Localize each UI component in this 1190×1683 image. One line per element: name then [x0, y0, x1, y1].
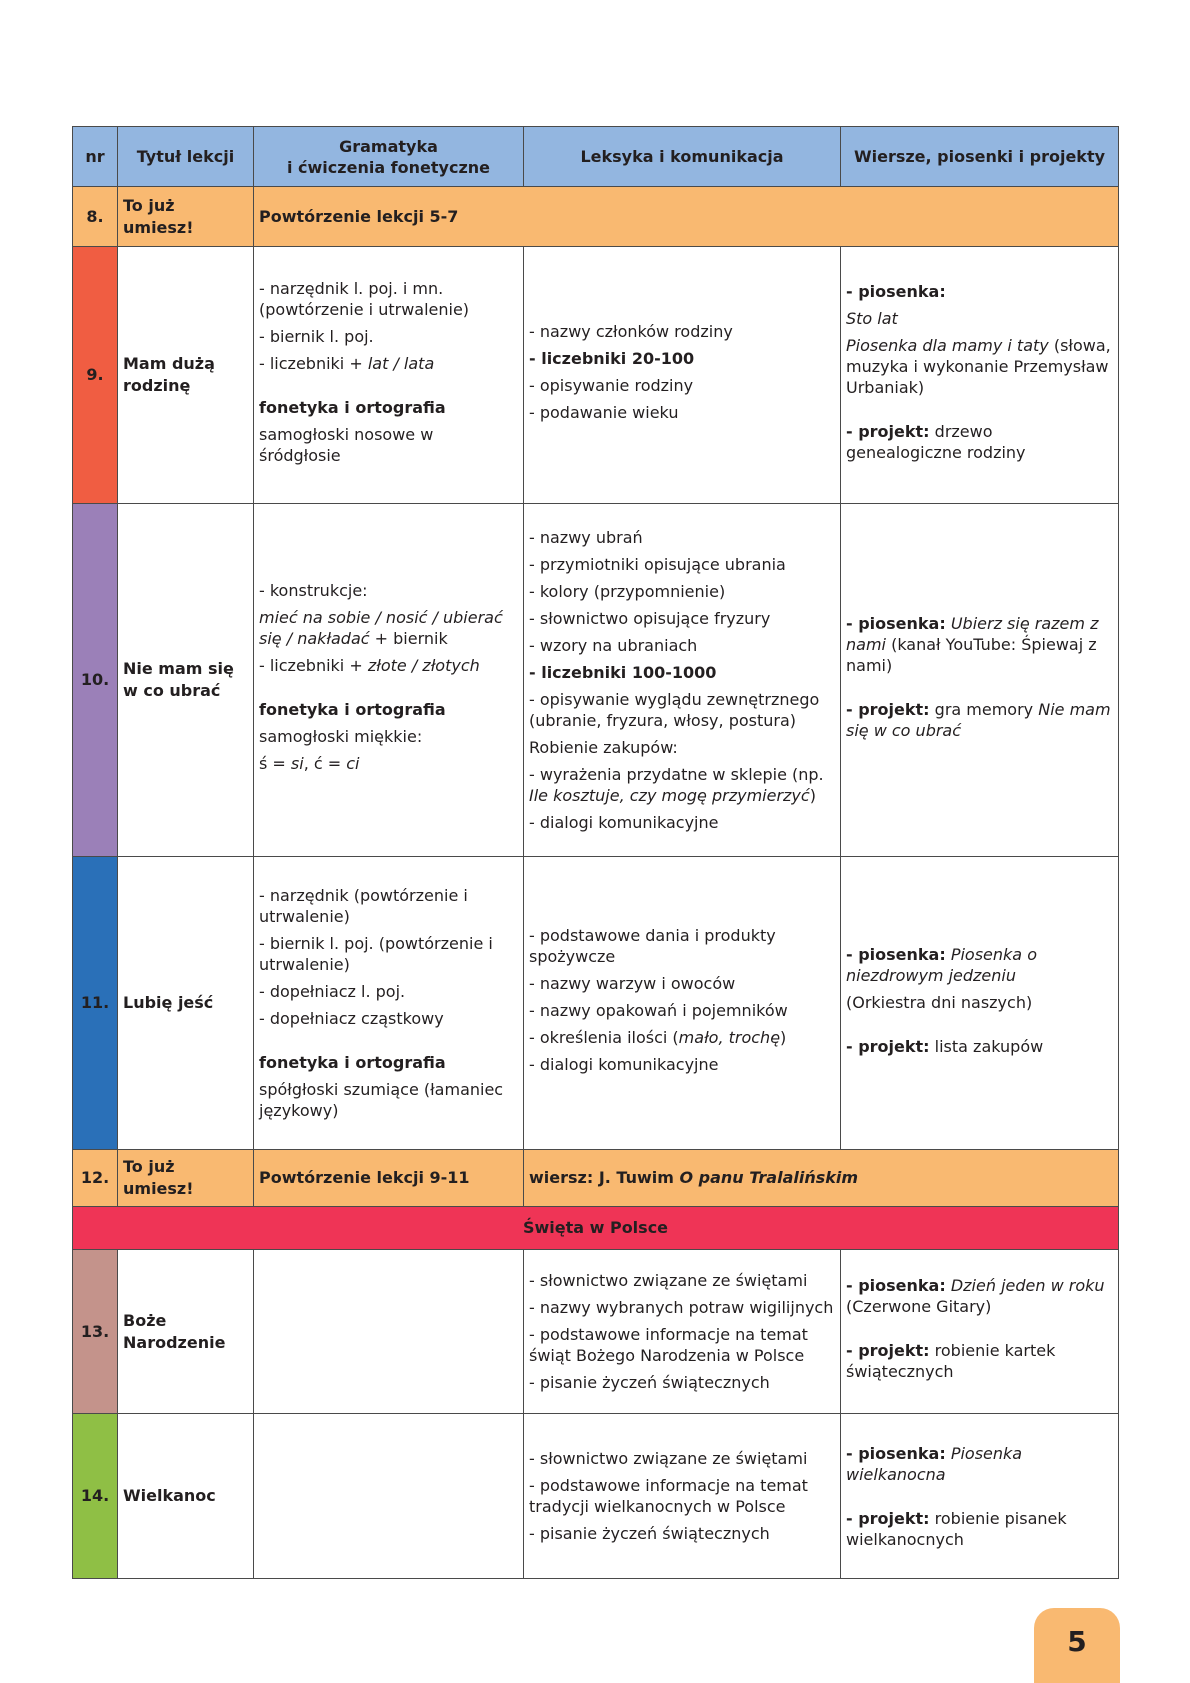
row-number: 14. [73, 1414, 118, 1579]
row-number: 12. [73, 1150, 118, 1207]
grammar-cell [254, 1250, 524, 1414]
row-number: 8. [73, 187, 118, 247]
songs-cell: - piosenka: Ubierz się razem z nami (kanał YouTube: Śpiewaj z nami) - projekt: gra memory Nie mam się w co ubrać [841, 504, 1119, 857]
lexis-cell: - nazwy ubrań - przymiotniki opisujące ubrania - kolory (przypomnienie) - słownictwo opisujące fryzury - wzory na ubraniach - liczebniki 100-1000 - opisywanie wyglądu zewnętrznego (ubranie, fryzura, włosy, postura) Robienie zakupów: - wyrażenia przydatne w sklepie (np. Ile kosztuje, czy mogę przymierzyć) - dialogi komunikacyjne [524, 504, 841, 857]
row-number: 13. [73, 1250, 118, 1414]
row-number: 11. [73, 857, 118, 1150]
header-songs: Wiersze, piosenki i projekty [841, 127, 1119, 187]
table-row-8 [73, 187, 1119, 247]
table-row-11 [73, 857, 1119, 1150]
lesson-title: To już umiesz! [118, 187, 254, 247]
header-lexis: Leksyka i komunikacja [524, 127, 841, 187]
page-number: 5 [1034, 1608, 1120, 1683]
header-nr: nr [73, 127, 118, 187]
lexis-cell: - słownictwo związane ze świętami - podstawowe informacje na temat tradycji wielkanocnych w Polsce - pisanie życzeń świątecznych [524, 1414, 841, 1579]
table-row-9 [73, 247, 1119, 504]
grammar-cell: - narzędnik l. poj. i mn. (powtórzenie i utrwalenie) - biernik l. poj. - liczebniki + lat / lata fonetyka i ortografia samogłoski nosowe w śródgłosie [254, 247, 524, 504]
songs-cell: - piosenka: Sto lat Piosenka dla mamy i taty (słowa, muzyka i wykonanie Przemysław Urbaniak) - projekt: drzewo genealogiczne rodziny [841, 247, 1119, 504]
review-note: Powtórzenie lekcji 5-7 [254, 187, 1119, 247]
table-row-14 [73, 1414, 1119, 1579]
grammar-cell: - konstrukcje: mieć na sobie / nosić / ubierać się / nakładać + biernik - liczebniki + złote / złotych fonetyka i ortografia samogłoski miękkie: ś = si, ć = ci [254, 504, 524, 857]
header-row [73, 127, 1119, 187]
header-title: Tytuł lekcji [118, 127, 254, 187]
grammar-cell [254, 1414, 524, 1579]
table-row-12 [73, 1150, 1119, 1207]
syllabus-table [72, 126, 1119, 1579]
row-number: 10. [73, 504, 118, 857]
lexis-cell: - podstawowe dania i produkty spożywcze - nazwy warzyw i owoców - nazwy opakowań i pojemników - określenia ilości (mało, trochę) - dialogi komunikacyjne [524, 857, 841, 1150]
lesson-title: Boże Narodzenie [118, 1250, 254, 1414]
section-title: Święta w Polsce [73, 1207, 1119, 1250]
header-grammar: Gramatyka i ćwiczenia fonetyczne [254, 127, 524, 187]
lexis-cell: - słownictwo związane ze świętami - nazwy wybranych potraw wigilijnych - podstawowe informacje na temat świąt Bożego Narodzenia w Polsce - pisanie życzeń świątecznych [524, 1250, 841, 1414]
table-row-10 [73, 504, 1119, 857]
lesson-title: To już umiesz! [118, 1150, 254, 1207]
section-band [73, 1207, 1119, 1250]
poem-note: wiersz: J. Tuwim O panu Tralalińskim [524, 1150, 1119, 1207]
lexis-cell: - nazwy członków rodziny - liczebniki 20-100 - opisywanie rodziny - podawanie wieku [524, 247, 841, 504]
lesson-title: Lubię jeść [118, 857, 254, 1150]
row-number: 9. [73, 247, 118, 504]
review-note: Powtórzenie lekcji 9-11 [254, 1150, 524, 1207]
songs-cell: - piosenka: Piosenka wielkanocna - projekt: robienie pisanek wielkanocnych [841, 1414, 1119, 1579]
table-row-13 [73, 1250, 1119, 1414]
songs-cell: - piosenka: Dzień jeden w roku (Czerwone Gitary) - projekt: robienie kartek świątecznych [841, 1250, 1119, 1414]
lesson-title: Nie mam się w co ubrać [118, 504, 254, 857]
grammar-cell: - narzędnik (powtórzenie i utrwalenie) - biernik l. poj. (powtórzenie i utrwalenie) - dopełniacz l. poj. - dopełniacz cząstkowy fonetyka i ortografia spółgłoski szumiące (łamaniec językowy) [254, 857, 524, 1150]
lesson-title: Mam dużą rodzinę [118, 247, 254, 504]
lesson-title: Wielkanoc [118, 1414, 254, 1579]
songs-cell: - piosenka: Piosenka o niezdrowym jedzeniu (Orkiestra dni naszych) - projekt: lista zakupów [841, 857, 1119, 1150]
